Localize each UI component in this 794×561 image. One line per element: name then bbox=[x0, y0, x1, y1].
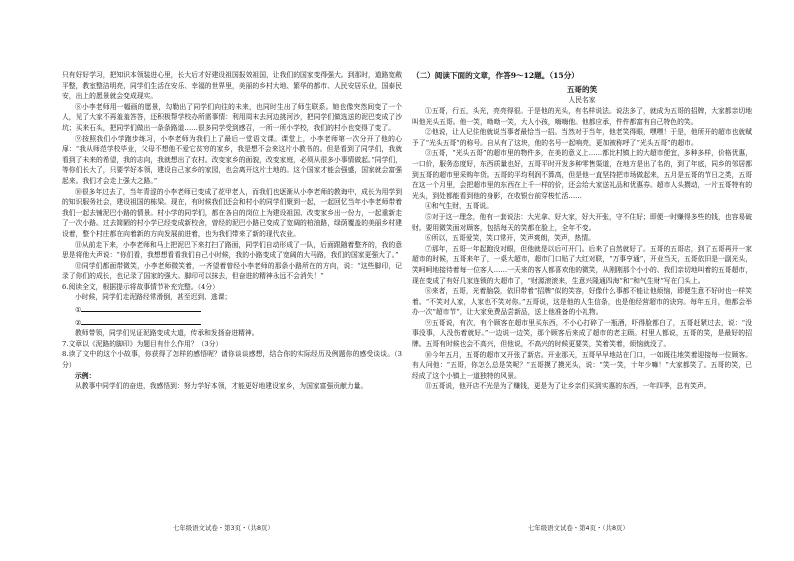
passage-paragraph: ⑦那年，五哥一年起跑没对眼，但他就是以后可开门。后来了自然就好了。五哥的五哥店，到了五哥再开一家超市的时候，五哥来年了，一桌大超市，超市门口贴了大红对联，“万事亨通”，开业当天，五哥依旧是一副光头，笑呵呵地接待着每一位客人……一天来的客人都喜欢他的微笑，从刚刚那个小小的、我们亲切地叫着的五哥超市，现在变成了有好几家连锁的大超市了，“财源滚滚来，生意兴隆通四海”和“和气生财”写在门头上。 bbox=[412, 244, 752, 285]
question-6-title: 6.阅读全文，根据提示将故事情节补充完整。（4分） bbox=[62, 282, 219, 291]
passage-paragraph: ④和气生财，五哥说。 bbox=[425, 202, 493, 211]
page-footer-left: 七年级语文试卷・第3页・（共8页） bbox=[173, 524, 274, 532]
passage-paragraph: ⑨五哥说，有次，有个顾客在超市里买东西，不小心打碎了一瓶酒，吓得脸都白了，五哥赶紧过去，说：“没事没事，人没伤着就好。”一边说一边笑，那个顾客后来成了超市的老主顾。村里人都说，五哥的笑，是最好的招牌。五哥有时候也会不高兴，但他说，不高兴的时候更要笑，笑着笑着，烦恼就没了。 bbox=[412, 318, 752, 349]
passage-paragraph: ⑨按照我们小学跑步练习，小李老师为我们上了最后一堂语文课。课堂上，小李老师第一次分开了他的心扉：“我从师范学校毕业，父母不想他不爱它贫穷的家乡，我是想不会来这片小教书的。但是看到了同学们，我就看到了未来的希望，我的志向，我就想出了农村。改变家乡的面貌，改变家庭，必须从很多小事情做起。”同学们，等你们长大了，只要学好本领，建设自己家乡的家园，也会离开这片土地的。这个国家才能会强盛，国家就会富强起来。我们才会走上强大之路。” bbox=[62, 134, 402, 185]
passage-paragraph: 只有好好学习，把知识本领装进心里，长大后才好建设祖国报效祖国，让我们的国家变得强大。到那时，道路宽敞平整，教室整洁明亮，同学们生活在安乐、幸福的世界里，美丽的乡村大地、繁华的都市、人民安居乐业，国泰民安，出上的愿景就会变成现实。 bbox=[62, 71, 402, 101]
passage-paragraph: ⑪从前走下来，小李老师和马上把泥巴下来打扫了路面，同学们自动形成了一队，后面跟随着整齐的，我的意思是将他大声说：“你们看，我想想看看我们自己小时候，我的小路变成了宽阔的大马路，我们的国家更强大了。” bbox=[62, 240, 402, 260]
question-6-line: 教师带领，同学们见证泥路变成大道，传承和发扬奋进精神。 bbox=[75, 329, 259, 338]
passage-paragraph: ⑥所以，五哥爱笑，笑口常开，笑声爽朗，笑声，热情。 bbox=[425, 234, 595, 243]
right-page bbox=[412, 70, 752, 392]
passage-paragraph: ⑩今年五月，五哥的超市又开张了新店。开业那天，五哥早早地站在门口，一如既往地笑着迎接每一位顾客。有人问他：“五哥，你怎么总是笑呢？”五哥摸了摸光头，说：“笑一笑，十年少嘛！”大家都笑了。五哥的笑，已经成了这个小镇上一道独特的风景。 bbox=[412, 350, 752, 380]
question-8: 8.读了文中的这个小故事，你获得了怎样的感悟呢？请你谈谈感想，结合你的实际经历及例题你的感受谈谈。（3分） bbox=[62, 350, 402, 370]
passage-paragraph: ⑩很多年过去了，当年青涩的小李老师已变成了花甲老人，而我们也逐渐从小李老师的教诲中，成长为用学到的知识服务社会，建设祖国的栋梁。现在，有时候我们还会和村小的同学们聚到一起，一起回忆当年小李老师带着我们一起去铺泥巴小路的情景。村小学的同学们，都在各自的岗位上为建设祖国、改变家乡出一份力，一起重新走了一次小路。过去简陋的村小学已经变成新校舍，曾经的泥巴小路已变成了宽阔的柏油路，绿荫覆盖的美丽乡村建设着，整个村庄都在向着新的方向发展前进着，也为我们带来了新的现代农业。 bbox=[62, 187, 402, 238]
article-author: 人民名家 bbox=[568, 96, 596, 104]
question-7: 7.文章以《泥路的脚印》为题目有什么作用？（3分） bbox=[62, 339, 223, 348]
passage-paragraph: ⑪五哥说，他开店不光是为了赚钱，更是为了让乡亲们买到实惠的东西，一年四季，总有笑声。 bbox=[425, 382, 711, 391]
page-footer-right: 七年级语文试卷・第4页・（共8页） bbox=[528, 524, 629, 532]
passage-paragraph: ⑧小李老师用一幅画的愿景，勾勒出了同学们向往的未来，也同时生出了师生联系。她也像突然间变了一个人，见了大家不再羞羞答答，还积极帮学校办所需事情：利用周末去河边挑河沙，把同学们做选送的泥巴变成了沙坑；买来石头，把同学们做出一条条路道……很多同学受到感召，一所一所小学校，我们的村小也变得了变了。 bbox=[62, 102, 402, 132]
passage-paragraph: ②他说，让人记住他就说当事者最恰当一招。当然对于当年，他老笑得眼，嘿嘿！于是，他所开的超市也就赋予了“光头五哥”的称号。自从有了这块，他的名号一起响亮，更加被称呼了“光头五哥”的超市。 bbox=[412, 128, 752, 147]
blank-number: ② bbox=[75, 318, 82, 327]
passage-paragraph: ①五哥，行五，头光，亮亮得很。于是他的光头，有名样说法。说法多了，就成为五哥的招牌，大家都亲切地叫他光头五哥。他一笑，呦呦一笑，大人小孩，嗨嗨他。他都应承，件件都富有自己特色的笑。 bbox=[412, 107, 752, 126]
answer-line[interactable] bbox=[81, 316, 201, 325]
question-6-line: 小时候，同学们走泥路经常滑倒，甚至迟到、逃课； bbox=[75, 293, 232, 302]
question-6-blank-1[interactable] bbox=[62, 303, 402, 316]
passage-paragraph: ⑧来者，五哥，光着脑袋，依旧带着“招牌”似的笑容，好像什么事都不能让他烦恼，即便生意不好时也一样笑着。“不笑对人家，人家也不笑对你。”五哥说，这是他的人生信条，也是他经营超市的诀窍。每年五月，他都会举办一次“超市节”，让大家免费品尝新品，送上他准备的小礼物。 bbox=[412, 287, 752, 317]
left-page bbox=[62, 70, 402, 392]
answer-line[interactable] bbox=[81, 303, 201, 312]
example-text: 从教事中同学们的奋进，我感悟到：努力学好本领，才能更好地建设家乡，为国家富强贡献力量。 bbox=[75, 382, 368, 391]
passage-paragraph: ⑫同学们都面带微笑，小李老师微笑着，一齐望着曾经小李老师的那条小路所在的方向，说：“这些脚印，记录了你们的成长，也记录了国家的强大。脚印可以抹去，但奋进的精神永远不会消失！” bbox=[62, 261, 402, 281]
blank-number: ① bbox=[75, 306, 82, 315]
left-paragraphs bbox=[62, 70, 402, 282]
question-6-blank-2[interactable] bbox=[62, 316, 402, 329]
section-heading: （二）阅读下面的文章，作答9～12题。（15分） bbox=[412, 71, 579, 80]
article-title: 五哥的笑 bbox=[566, 85, 598, 94]
passage-paragraph: ⑤对于这一理念，他有一套说法：大光拿、好大家，好大开张，守不住好；即便一时赚得多些的钱，也容易破财。要用微笑面对顾客，包括每天的笑都在脸上，全年不变。 bbox=[412, 212, 752, 232]
example-label: 示例： bbox=[75, 371, 96, 380]
passage-paragraph: ③五哥，“光头五哥”的超市里的物件多，在美的意义上……都比村镇上的大超市便宜，多种多样，价格优惠，一口价，服务态度好，东西质量也好，五哥平时开发多种零售渠道，在地方是出了名的，到了年底，同乡的邻居都到五哥的超市里采购年货。五哥的平均利润不算高，但是他一直坚持把市场做起来，五月是五哥的节日之类，五哥在这一个月里，会把超市里的东西在上千一样的价，还会给大家送礼品和优惠券。超市人头攒动，一片五哥特有的光头，到处都能看到他的身影，在收银台前穿梭忙活…… bbox=[412, 149, 752, 200]
